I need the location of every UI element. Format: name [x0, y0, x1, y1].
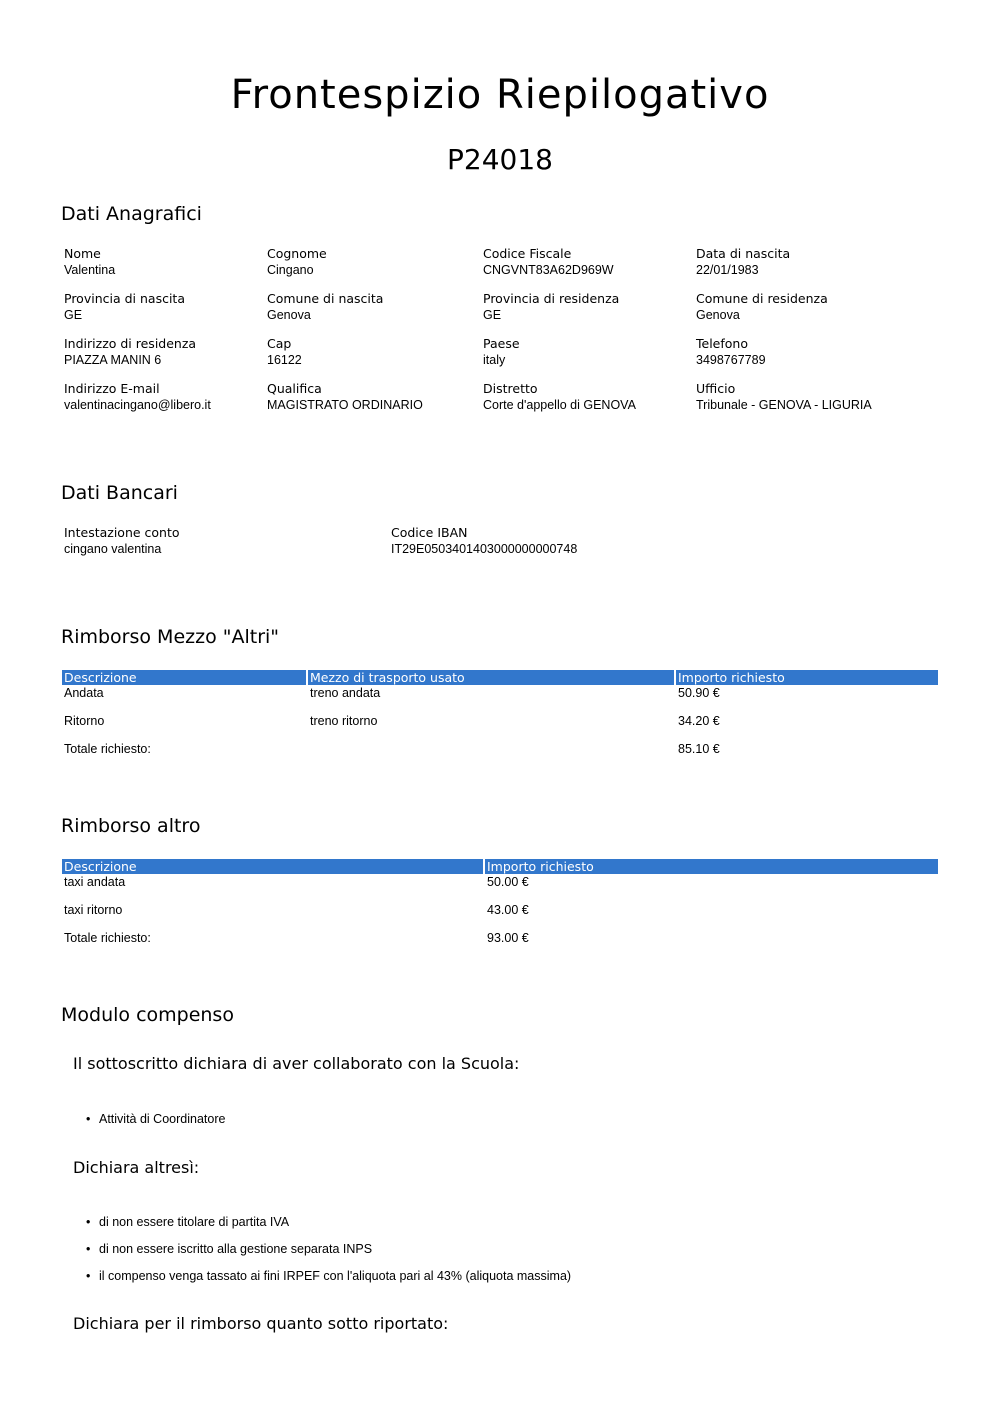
- table-cell: 50.00 €: [487, 875, 529, 889]
- section-heading-rimborso-altro: Rimborso altro: [61, 815, 201, 837]
- request-code: P24018: [447, 143, 553, 176]
- field-label: Comune di nascita: [267, 291, 384, 306]
- table-cell: Andata: [64, 686, 104, 700]
- field-value: MAGISTRATO ORDINARIO: [267, 398, 423, 412]
- field-label: Cognome: [267, 246, 327, 261]
- section-heading-rimborso-mezzo: Rimborso Mezzo "Altri": [61, 626, 280, 648]
- field-value: Cingano: [267, 263, 314, 277]
- list-item-text: di non essere iscritto alla gestione separata INPS: [99, 1242, 373, 1256]
- field-value: PIAZZA MANIN 6: [64, 353, 162, 367]
- column-header: Importo richiesto: [485, 859, 938, 874]
- field-label: Telefono: [696, 336, 748, 351]
- subheading-rimborso: Dichiara per il rimborso quanto sotto riportato:: [73, 1314, 449, 1333]
- field-label: Provincia di residenza: [483, 291, 620, 306]
- field-value: GE: [64, 308, 83, 322]
- page-title: Frontespizio Riepilogativo: [230, 72, 770, 118]
- field-label: Indirizzo di residenza: [64, 336, 197, 351]
- field-value: italy: [483, 353, 506, 367]
- list-item-text: Attività di Coordinatore: [99, 1112, 226, 1126]
- field-value: GE: [483, 308, 502, 322]
- field-value: IT29E0503401403000000000748: [391, 542, 578, 556]
- subheading-altresi: Dichiara altresì:: [73, 1158, 200, 1177]
- field-value: 16122: [267, 353, 302, 367]
- list-item-text: di non essere titolare di partita IVA: [99, 1215, 290, 1229]
- table-cell: treno ritorno: [310, 714, 378, 728]
- column-header: Descrizione: [62, 670, 306, 685]
- section-heading-bancari: Dati Bancari: [61, 482, 178, 504]
- field-label: Codice Fiscale: [483, 246, 572, 261]
- subheading-collaborazione: Il sottoscritto dichiara di aver collaborato con la Scuola:: [73, 1054, 520, 1073]
- table-cell: treno andata: [310, 686, 381, 700]
- table-cell: taxi andata: [64, 875, 126, 889]
- list-item: • di non essere titolare di partita IVA: [86, 1215, 290, 1229]
- table-cell: 34.20 €: [678, 714, 720, 728]
- field-value: Genova: [267, 308, 311, 322]
- table-cell: 50.90 €: [678, 686, 720, 700]
- table-cell: taxi ritorno: [64, 903, 123, 917]
- field-label: Cap: [267, 336, 292, 351]
- section-heading-anagrafici: Dati Anagrafici: [61, 203, 202, 225]
- list-item: • di non essere iscritto alla gestione separata INPS: [86, 1242, 373, 1256]
- field-value: valentinacingano@libero.it: [64, 398, 211, 412]
- total-value: 85.10 €: [678, 742, 720, 756]
- field-label: Codice IBAN: [391, 525, 468, 540]
- field-label: Ufficio: [696, 381, 736, 396]
- field-label: Provincia di nascita: [64, 291, 185, 306]
- table-cell: Ritorno: [64, 714, 105, 728]
- field-label: Data di nascita: [696, 246, 791, 261]
- column-header: Mezzo di trasporto usato: [308, 670, 674, 685]
- field-label: Paese: [483, 336, 520, 351]
- field-value: Valentina: [64, 263, 116, 277]
- total-label: Totale richiesto:: [64, 742, 151, 756]
- field-label: Intestazione conto: [64, 525, 180, 540]
- table-cell: 43.00 €: [487, 903, 529, 917]
- field-value: CNGVNT83A62D969W: [483, 263, 614, 277]
- table-header: [62, 859, 938, 874]
- column-header: Descrizione: [62, 859, 483, 874]
- field-value: 3498767789: [696, 353, 766, 367]
- column-header: Importo richiesto: [676, 670, 938, 685]
- field-label: Distretto: [483, 381, 538, 396]
- list-item: • Attività di Coordinatore: [86, 1112, 226, 1126]
- field-value: Tribunale - GENOVA - LIGURIA: [696, 398, 872, 412]
- total-label: Totale richiesto:: [64, 931, 151, 945]
- field-value: 22/01/1983: [696, 263, 759, 277]
- list-item: • il compenso venga tassato ai fini IRPEF con l'aliquota pari al 43% (aliquota massima): [86, 1269, 572, 1283]
- field-value: cingano valentina: [64, 542, 162, 556]
- field-label: Qualifica: [267, 381, 322, 396]
- total-value: 93.00 €: [487, 931, 529, 945]
- field-label: Comune di residenza: [696, 291, 828, 306]
- table-header: [62, 670, 938, 685]
- field-label: Nome: [64, 246, 101, 261]
- field-value: Corte d'appello di GENOVA: [483, 398, 636, 412]
- field-value: Genova: [696, 308, 740, 322]
- section-heading-compenso: Modulo compenso: [61, 1004, 234, 1026]
- field-label: Indirizzo E-mail: [64, 381, 160, 396]
- list-item-text: il compenso venga tassato ai fini IRPEF con l'aliquota pari al 43% (aliquota massima): [99, 1269, 572, 1283]
